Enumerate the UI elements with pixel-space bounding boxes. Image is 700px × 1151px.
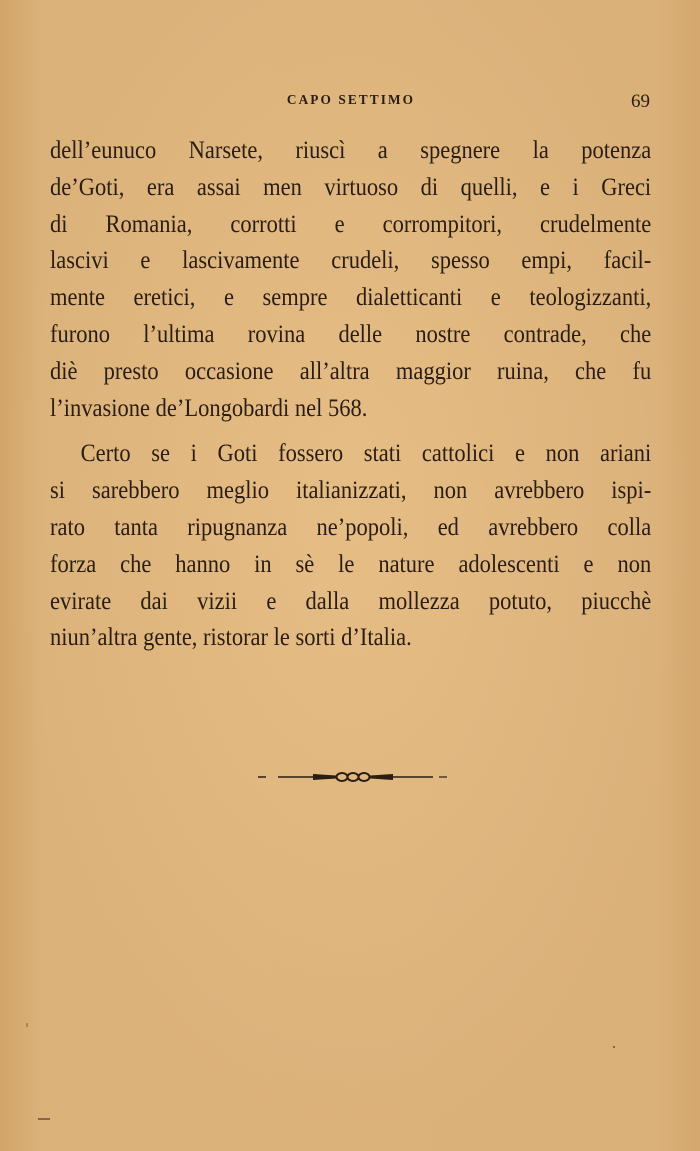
text-line: niun’altra gente, ristorar le sorti d’Italia.	[50, 624, 412, 652]
print-speck	[38, 1118, 50, 1120]
text-line: l’invasione de’Longobardi nel 568.	[50, 394, 368, 422]
text-line: dell’eunuco Narsete, riuscì a spegnere la potenza	[50, 137, 652, 164]
end-ornament	[258, 766, 448, 788]
text-line: si sarebbero meglio italianizzati, non avrebbero ispi-	[50, 477, 652, 505]
text-line: Certo se i Goti fossero stati cattolici e non ariani	[80, 440, 652, 468]
print-speck	[26, 1023, 28, 1027]
running-head	[52, 93, 650, 113]
text-line: diè presto occasione all’altra maggior ruina, che fu	[50, 357, 652, 385]
text-line: forza che hanno in sè le nature adolescenti e non	[50, 550, 652, 578]
paragraph-1	[50, 133, 651, 427]
text-line: lascivi e lascivamente crudeli, spesso empi, facil-	[50, 247, 652, 275]
text-line: evirate dai vizii e dalla mollezza potuto, piucchè	[50, 587, 652, 615]
text-line: furono l’ultima rovina delle nostre contrade, che	[50, 320, 652, 348]
text-line: de’Goti, era assai men virtuoso di quelli, e i Greci	[50, 173, 652, 201]
body-text	[50, 133, 651, 657]
paragraph-2	[50, 436, 651, 657]
page-number: 69	[631, 91, 650, 112]
text-line: mente eretici, e sempre dialetticanti e teologizzanti,	[50, 284, 652, 312]
text-line: rato tanta ripugnanza ne’popoli, ed avrebbero colla	[50, 513, 652, 541]
print-speck	[613, 1046, 615, 1048]
running-title: CAPO SETTIMO	[286, 93, 416, 108]
text-line: di Romania, corrotti e corrompitori, crudelmente	[50, 210, 652, 238]
